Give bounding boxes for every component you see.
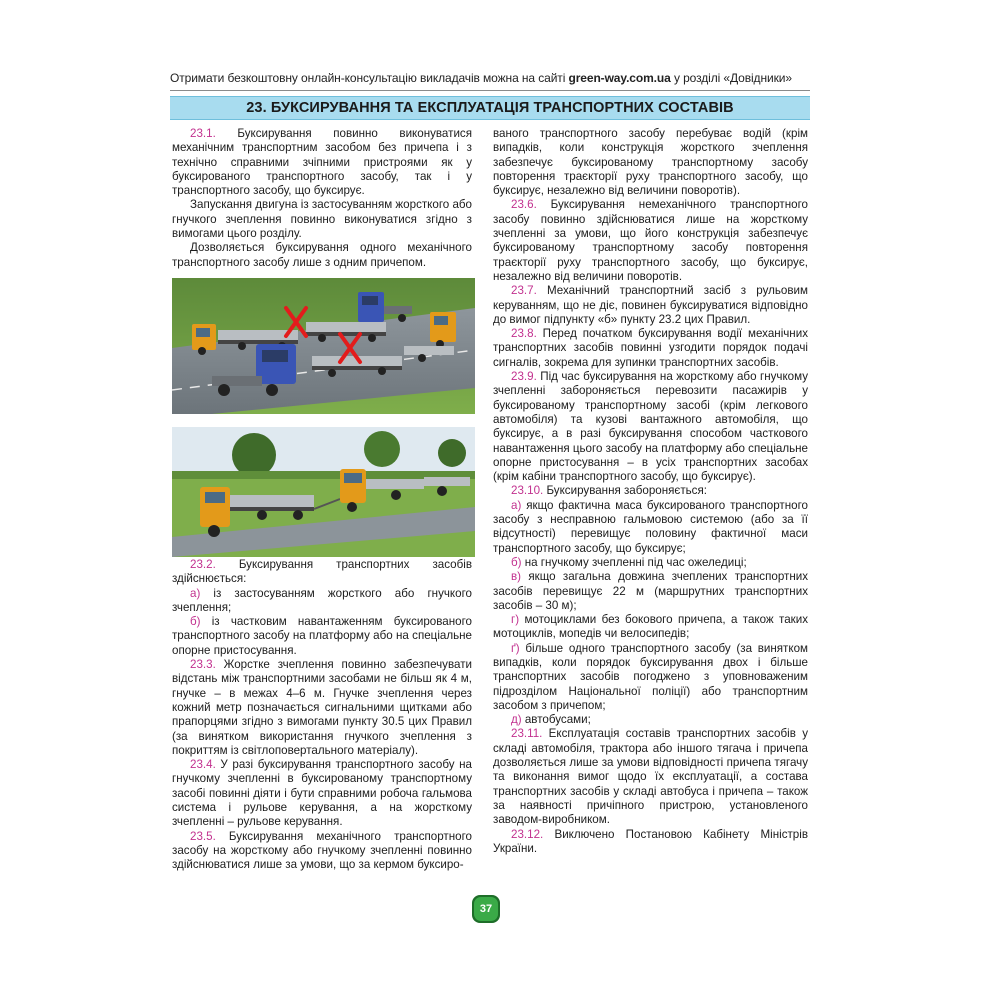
clause-number: 23.5.	[190, 829, 216, 843]
left-column-top	[172, 127, 472, 270]
clause-number: г)	[511, 613, 520, 627]
banner-divider	[170, 90, 810, 91]
clause-text: Виключено Постановою Кабінету Міністрів України.	[493, 827, 808, 855]
paragraph	[493, 198, 808, 284]
clause-text: Механічний транспортний засіб з рульовим керуванням, що не діє, повинен буксируватися відповідно до вимог підпункту «б» пункту 23.2 цих Правил.	[493, 284, 808, 326]
clause-number: 23.2.	[190, 558, 216, 571]
paragraph	[493, 484, 808, 498]
paragraph	[493, 570, 808, 613]
paragraph	[172, 198, 472, 241]
clause-number: 23.10.	[511, 484, 544, 498]
clause-text: Буксирування забороняється:	[543, 484, 707, 498]
clause-text: Буксирування транспортних засобів здійснюється:	[172, 558, 472, 586]
paragraph	[493, 556, 808, 570]
paragraph	[493, 727, 808, 827]
paragraph	[493, 499, 808, 556]
clause-number: б)	[511, 555, 522, 569]
paragraph	[172, 558, 472, 587]
banner-site-link[interactable]: green-way.com.ua	[568, 71, 671, 85]
right-column	[493, 127, 808, 856]
clause-number: ґ)	[511, 641, 520, 655]
clause-text: ваного транспортного засобу перебуває водій (крім випадків, коли конструкція жорсткого зчеплення забезпечує буксированому транспортному засобу повторення траєкторії руху транспортного засобу, що буксирує, незалежно від величини поворотів).	[493, 127, 808, 198]
clause-text: Експлуатація составів транспортних засобів у складі автомобіля, трактора або іншого тягача і причепа дозволяється лише за умови відповідності причепа тягачу та виконання вимог щодо їх експлуатації, а состава транспортних засобів у складі автобуса і причепа – також за наявності причіпного пристрою, установленого заводом-виробником.	[493, 727, 808, 827]
clause-number: 23.12.	[511, 827, 544, 841]
paragraph	[493, 613, 808, 642]
clause-text: із частковим навантаженням буксированого транспортного засобу на платформу або на спеціальне опорне пристосування.	[172, 615, 472, 657]
paragraph	[493, 713, 808, 727]
banner-prefix: Отримати безкоштовну онлайн-консультацію викладачів можна на сайті	[170, 71, 569, 85]
clause-number: 23.11.	[511, 727, 543, 741]
clause-number: б)	[190, 615, 201, 629]
left-column-bottom	[172, 558, 472, 873]
paragraph	[493, 127, 808, 198]
clause-text: більше одного транспортного засобу (за винятком випадків, коли порядок буксирування двох і більше транспортних засобів погоджено з уповноваженим підрозділом Національної поліції) або транспортним засобом з причепом;	[493, 641, 808, 712]
paragraph	[172, 658, 472, 758]
illustration-prohibited-towing	[172, 278, 475, 414]
paragraph	[493, 642, 808, 713]
clause-number: 23.9.	[511, 370, 537, 384]
clause-number: а)	[190, 586, 201, 600]
paragraph	[493, 284, 808, 327]
clause-text: із застосуванням жорсткого або гнучкого зчеплення;	[172, 586, 472, 614]
clause-text: мотоциклами без бокового причепа, а також таких мотоциклів, мопедів чи велосипедів;	[493, 613, 808, 641]
clause-text: автобусами;	[521, 713, 591, 727]
clause-number: в)	[511, 570, 522, 584]
clause-text: якщо загальна довжина зчеплених транспортних засобів перевищує 22 м (маршрутних транспортних засобів – 30 м);	[493, 570, 808, 612]
clause-text: Буксирування немеханічного транспортного засобу повинно здійснюватися лише на жорсткому зчепленні за умови, що його конструкція забезпечує буксированому транспортному засобу повторення траєкторії руху транспортного засобу, що буксирує, незалежно від величини поворотів.	[493, 198, 808, 283]
clause-text: якщо фактична маса буксированого транспортного засобу з несправною гальмовою системою (або за її відсутності) перевищує половину фактичної маси транспортного засобу, що буксирує;	[493, 498, 808, 555]
top-banner	[170, 70, 810, 86]
clause-number: 23.3.	[190, 658, 216, 672]
paragraph	[172, 241, 472, 270]
paragraph	[493, 327, 808, 370]
page-number: 37	[479, 903, 493, 915]
clause-number: д)	[511, 713, 522, 727]
clause-number: 23.4.	[190, 758, 216, 772]
clause-number: а)	[511, 498, 522, 512]
clause-text: Дозволяється буксирування одного механічного транспортного засобу лише з одним причепом.	[172, 241, 472, 269]
section-title: 23. БУКСИРУВАННЯ ТА ЕКСПЛУАТАЦІЯ ТРАНСПОРТНИХ СОСТАВІВ	[170, 96, 810, 120]
banner-suffix: у розділі «Довідники»	[670, 71, 792, 85]
paragraph	[172, 127, 472, 198]
clause-number: 23.7.	[511, 284, 537, 298]
paragraph	[493, 370, 808, 484]
clause-text: Буксирування повинно виконуватися механічним транспортним засобом без причепа і з технічно справними зчіпними пристроями як у буксированого транспортного засобу, так і у транспортного засобу, що буксирує.	[172, 127, 472, 198]
paragraph	[493, 828, 808, 857]
clause-text: Буксирування механічного транспортного засобу на жорсткому або гнучкому зчепленні повинно здійснюватися лише за умови, що за кермом буксиро-	[172, 829, 472, 872]
clause-text: на гнучкому зчепленні під час ожеледиці;	[521, 555, 747, 569]
clause-text: У разі буксирування транспортного засобу на гнучкому зчепленні в буксированому транспортному засобі повинні діяти і бути справними робоча гальмова система і рульове керування, а на жорсткому зчепленні – рульове керування.	[172, 758, 472, 829]
paragraph	[172, 830, 472, 873]
paragraph	[172, 758, 472, 829]
clause-number: 23.1.	[190, 127, 216, 140]
clause-text: Запускання двигуна із застосуванням жорсткого або гнучкого зчеплення повинно виконуватися згідно з вимогами цього розділу.	[172, 198, 473, 241]
clause-number: 23.8.	[511, 327, 537, 341]
paragraph	[172, 615, 472, 658]
clause-text: Під час буксирування на жорсткому або гнучкому зчепленні забороняється перевозити пасажирів у буксированому транспортному засобі (крім легкового автомобіля) та кузові вантажного автомобіля, що буксирує, а в разі буксирування способом часткового навантаження цього засобу на платформу або спеціальне опорне пристосування – в усіх транспортних засобах (крім кабіни транспортного засобу, що буксирує).	[493, 370, 808, 484]
illustration-permitted-towing	[172, 427, 475, 557]
clause-number: 23.6.	[511, 198, 537, 212]
clause-text: Перед початком буксирування водії механічних транспортних засобів повинні узгодити порядок подачі сигналів, зокрема для зупинки транспортних засобів.	[493, 327, 808, 369]
paragraph	[172, 587, 472, 616]
clause-text: Жорстке зчеплення повинно забезпечувати відстань між транспортними засобами не більш як 4 м, гнучке – в межах 4–6 м. Гнучке зчеплення через кожний метр позначається сигнальними щитками або прапорцями згідно з вимогами пункту 30.5 цих Правил (за винятком використання гнучкого зчеплення з покриттям із світлоповертального матеріалу).	[172, 658, 472, 757]
